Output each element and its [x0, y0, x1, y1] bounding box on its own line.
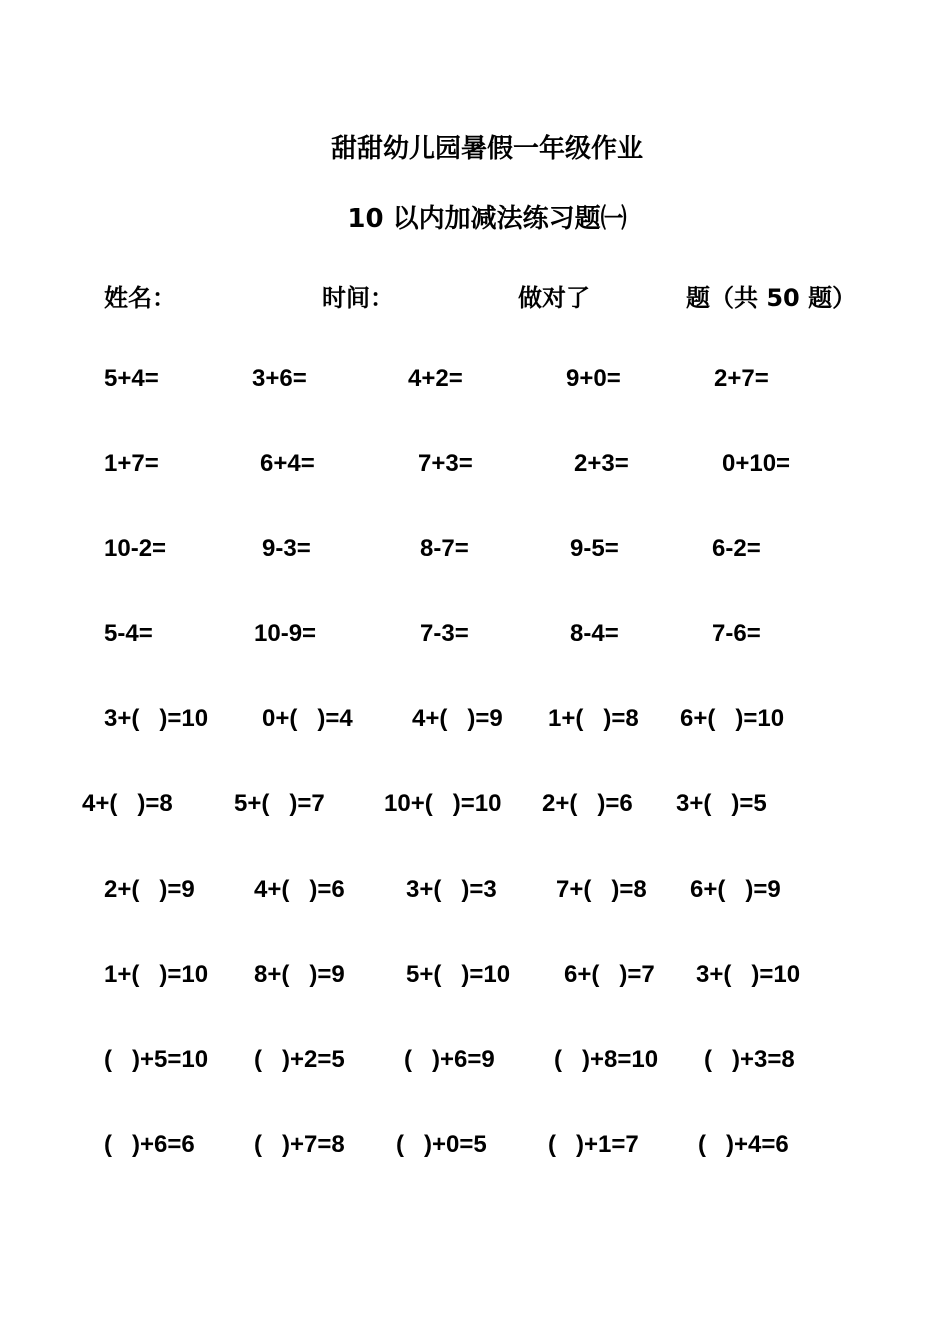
problem-item: 8+( )=9: [254, 961, 345, 988]
problem-item: 9-3=: [262, 535, 311, 562]
problem-item: 3+6=: [252, 365, 307, 392]
problem-item: 2+7=: [714, 365, 769, 392]
problem-item: 6+( )=10: [680, 705, 785, 732]
problem-item: 1+7=: [104, 450, 159, 477]
problem-item: ( )+6=6: [104, 1131, 195, 1158]
problem-item: 7+( )=8: [556, 876, 647, 903]
problem-item: ( )+2=5: [254, 1046, 345, 1073]
problem-item: ( )+5=10: [104, 1046, 209, 1073]
problem-item: 3+( )=3: [406, 876, 497, 903]
problem-item: 5+( )=7: [234, 790, 325, 817]
problem-item: ( )+0=5: [396, 1131, 487, 1158]
problem-row: [0, 1046, 950, 1082]
problem-item: 8-4=: [570, 620, 619, 647]
problem-item: 2+3=: [574, 450, 629, 477]
problem-item: ( )+4=6: [698, 1131, 789, 1158]
problem-item: 1+( )=8: [548, 705, 639, 732]
problem-item: 7-6=: [712, 620, 761, 647]
problem-item: 2+( )=6: [542, 790, 633, 817]
problem-item: 4+( )=8: [82, 790, 173, 817]
problem-row: [0, 365, 950, 401]
page-subtitle: 10 以内加减法练习题㈠: [347, 204, 627, 234]
problem-row: [0, 1131, 950, 1167]
correct-label: 做对了: [518, 284, 590, 312]
problem-item: 6+4=: [260, 450, 315, 477]
problem-item: 1+( )=10: [104, 961, 209, 988]
problem-item: 3+( )=5: [676, 790, 767, 817]
problem-item: 5-4=: [104, 620, 153, 647]
problem-row: [0, 620, 950, 656]
problem-item: 9+0=: [566, 365, 621, 392]
problem-item: 0+( )=4: [262, 705, 353, 732]
page-title: 甜甜幼儿园暑假一年级作业: [330, 134, 643, 164]
problem-item: 3+( )=10: [104, 705, 209, 732]
problem-item: ( )+6=9: [404, 1046, 495, 1073]
problem-item: 5+4=: [104, 365, 159, 392]
problem-item: ( )+3=8: [704, 1046, 795, 1073]
time-label: 时间：: [322, 284, 394, 312]
name-label: 姓名：: [104, 284, 176, 312]
problem-item: ( )+8=10: [554, 1046, 659, 1073]
problem-item: 3+( )=10: [696, 961, 801, 988]
problem-item: 9-5=: [570, 535, 619, 562]
problem-item: 4+( )=9: [412, 705, 503, 732]
problem-item: 4+( )=6: [254, 876, 345, 903]
problem-item: 7+3=: [418, 450, 473, 477]
problem-item: 6+( )=7: [564, 961, 655, 988]
problem-item: 0+10=: [722, 450, 791, 477]
problem-item: 4+2=: [408, 365, 463, 392]
problem-row: [0, 450, 950, 486]
problem-item: 6+( )=9: [690, 876, 781, 903]
problem-item: 6-2=: [712, 535, 761, 562]
problem-item: 10+( )=10: [384, 790, 502, 817]
total-label: 题（共 50 题）: [686, 284, 857, 312]
problem-row: [0, 876, 950, 912]
problem-row: [0, 790, 950, 826]
problem-item: 10-9=: [254, 620, 317, 647]
problem-item: 8-7=: [420, 535, 469, 562]
problem-item: ( )+7=8: [254, 1131, 345, 1158]
problem-row: [0, 961, 950, 997]
problem-item: 2+( )=9: [104, 876, 195, 903]
problem-item: 7-3=: [420, 620, 469, 647]
problem-row: [0, 535, 950, 571]
problem-item: ( )+1=7: [548, 1131, 639, 1158]
problem-item: 10-2=: [104, 535, 167, 562]
problem-row: [0, 705, 950, 741]
problem-item: 5+( )=10: [406, 961, 511, 988]
